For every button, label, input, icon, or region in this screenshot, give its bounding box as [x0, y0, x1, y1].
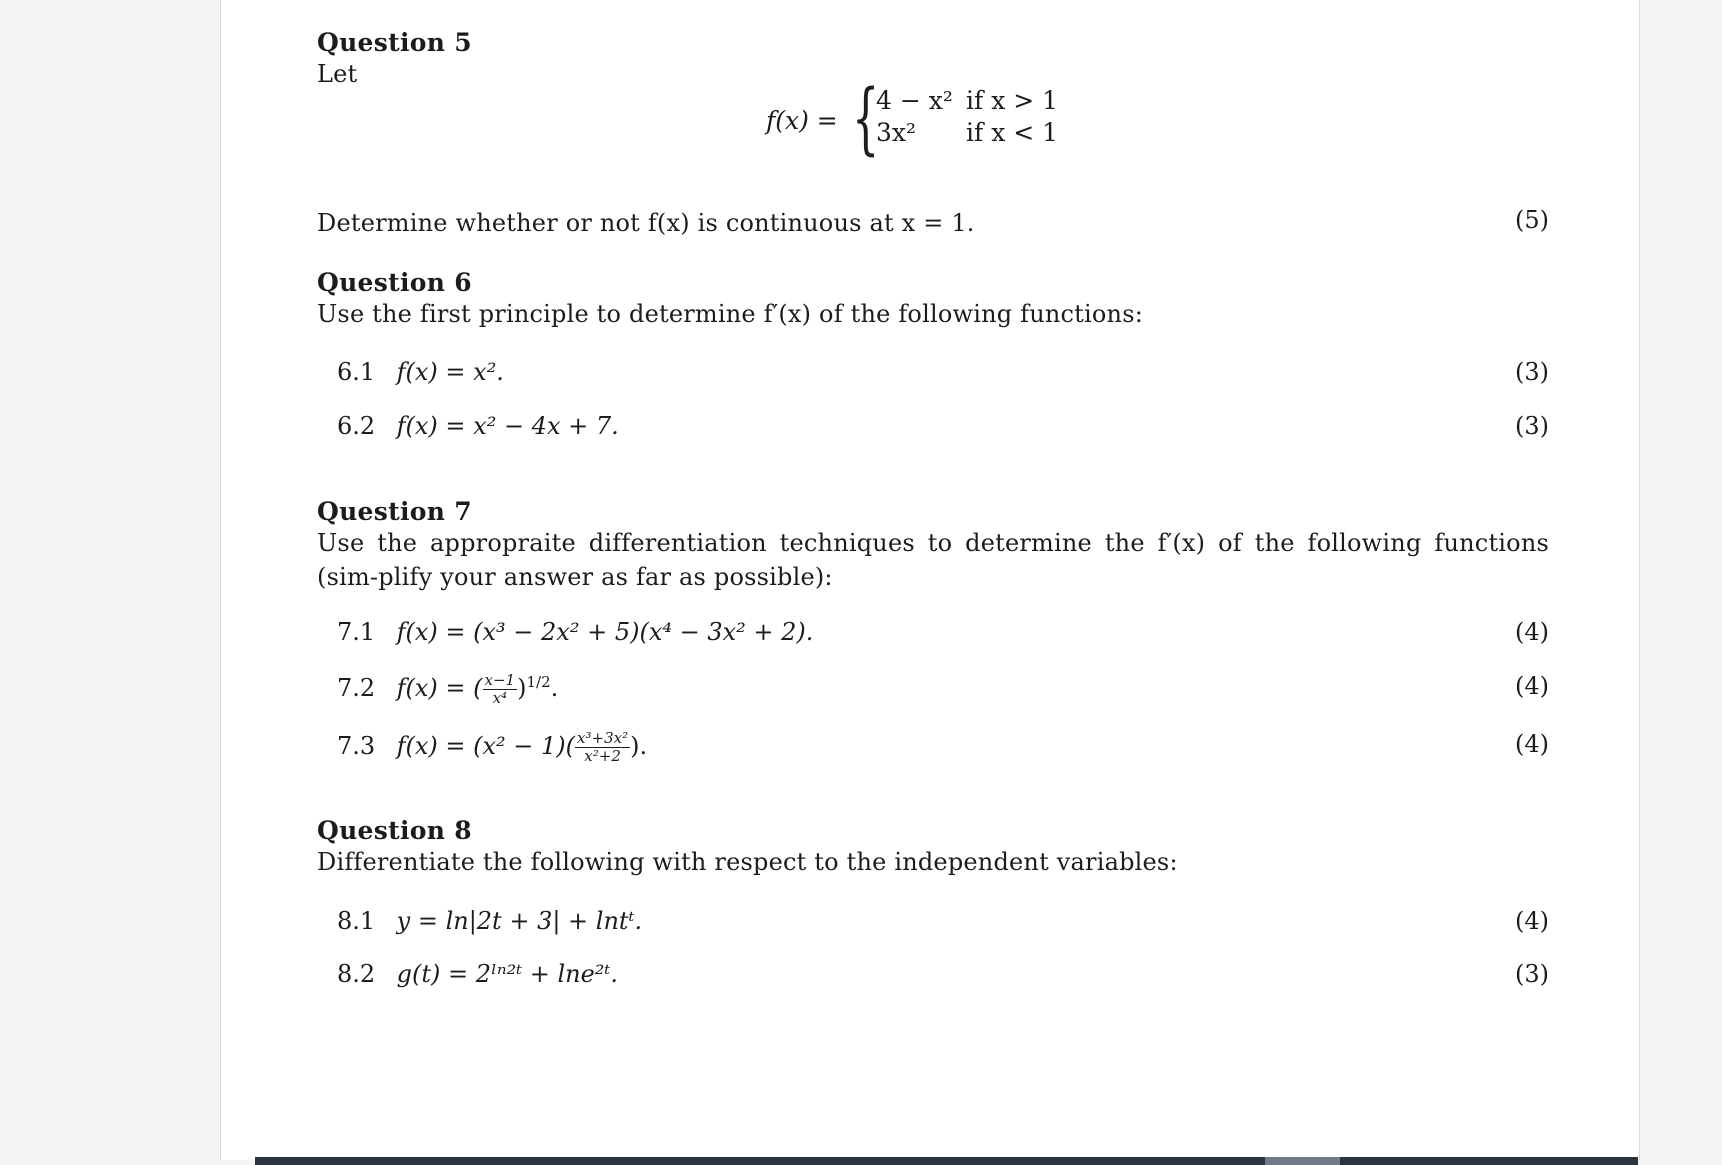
subquestion-7-2	[317, 672, 1549, 716]
subquestion-8-2	[317, 960, 1549, 1000]
question-title: Question 8	[317, 816, 472, 845]
fraction	[483, 672, 518, 707]
question-7	[317, 497, 1549, 594]
marks: (3)	[1515, 412, 1549, 440]
item-number: 7.2	[337, 674, 376, 702]
item-expression-start: f(x) = (x² − 1)(	[396, 732, 576, 760]
question-intro: Use the first principle to determine f′(x) of the following functions:	[317, 300, 1144, 328]
question-intro: Differentiate the following with respect to the independent variables:	[317, 848, 1178, 876]
marks: (5)	[1515, 206, 1549, 234]
marks: (3)	[1515, 358, 1549, 386]
question-intro: Let	[317, 60, 358, 88]
marks: (3)	[1515, 960, 1549, 988]
item-number: 7.1	[337, 618, 376, 646]
question-intro: Use the appropraite differentiation techniques to determine the f′(x) of the following functions (sim-plify your answer as far as possible):	[317, 529, 1549, 591]
item-expression: y = ln|2t + 3| + lntᵗ.	[396, 907, 643, 935]
fraction-numerator: x³+3x²	[577, 729, 629, 747]
fraction-denominator: x²+2	[584, 747, 621, 765]
item-expression-end: ).	[630, 732, 648, 760]
item-expression-close: )	[517, 674, 527, 702]
subquestion-6-2	[317, 412, 1549, 452]
brace: {	[852, 74, 880, 164]
marks: (4)	[1515, 730, 1549, 758]
horizontal-scrollbar-track[interactable]	[255, 1157, 1265, 1165]
question-6	[317, 268, 1549, 331]
case-2-expression: 3x²	[876, 118, 917, 147]
item-expression: f(x) = x² − 4x + 7.	[396, 412, 619, 440]
item-number: 8.1	[337, 907, 376, 935]
fraction-denominator: x⁴	[492, 689, 508, 707]
subquestion-7-3	[317, 730, 1549, 774]
subquestion-6-1	[317, 358, 1549, 398]
question-title: Question 7	[317, 497, 472, 526]
subquestion-8-1	[317, 907, 1549, 947]
marks: (4)	[1515, 672, 1549, 700]
exponent: 1/2	[526, 673, 551, 691]
item-expression: f(x) = (x³ − 2x² + 5)(x⁴ − 3x² + 2).	[396, 618, 814, 646]
question-8	[317, 816, 1549, 879]
piecewise-function	[766, 74, 1266, 164]
question-title: Question 6	[317, 268, 472, 297]
case-2-condition: if x < 1	[966, 118, 1059, 147]
fraction-numerator: x−1	[484, 671, 516, 689]
question-5-task	[317, 206, 1549, 240]
fraction	[575, 730, 630, 765]
question-5	[317, 28, 1549, 91]
horizontal-scrollbar-thumb[interactable]	[1265, 1157, 1340, 1165]
subquestion-7-1	[317, 618, 1549, 658]
item-number: 6.1	[337, 358, 376, 386]
case-1-condition: if x > 1	[966, 86, 1059, 115]
document-page	[220, 0, 1640, 1160]
marks: (4)	[1515, 907, 1549, 935]
case-1-expression: 4 − x²	[876, 86, 953, 115]
item-expression-end: .	[550, 674, 559, 702]
item-expression: g(t) = 2ˡⁿ²ᵗ + lne²ᵗ.	[396, 960, 618, 988]
item-expression: f(x) = x².	[396, 358, 504, 386]
function-label: f(x) =	[766, 106, 838, 135]
item-number: 7.3	[337, 732, 376, 760]
horizontal-scrollbar-track-end[interactable]	[1340, 1157, 1638, 1165]
question-title: Question 5	[317, 28, 472, 57]
item-number: 6.2	[337, 412, 376, 440]
marks: (4)	[1515, 618, 1549, 646]
item-number: 8.2	[337, 960, 376, 988]
item-expression-start: f(x) = (	[396, 674, 483, 702]
task-text: Determine whether or not f(x) is continuous at x = 1.	[317, 209, 975, 237]
